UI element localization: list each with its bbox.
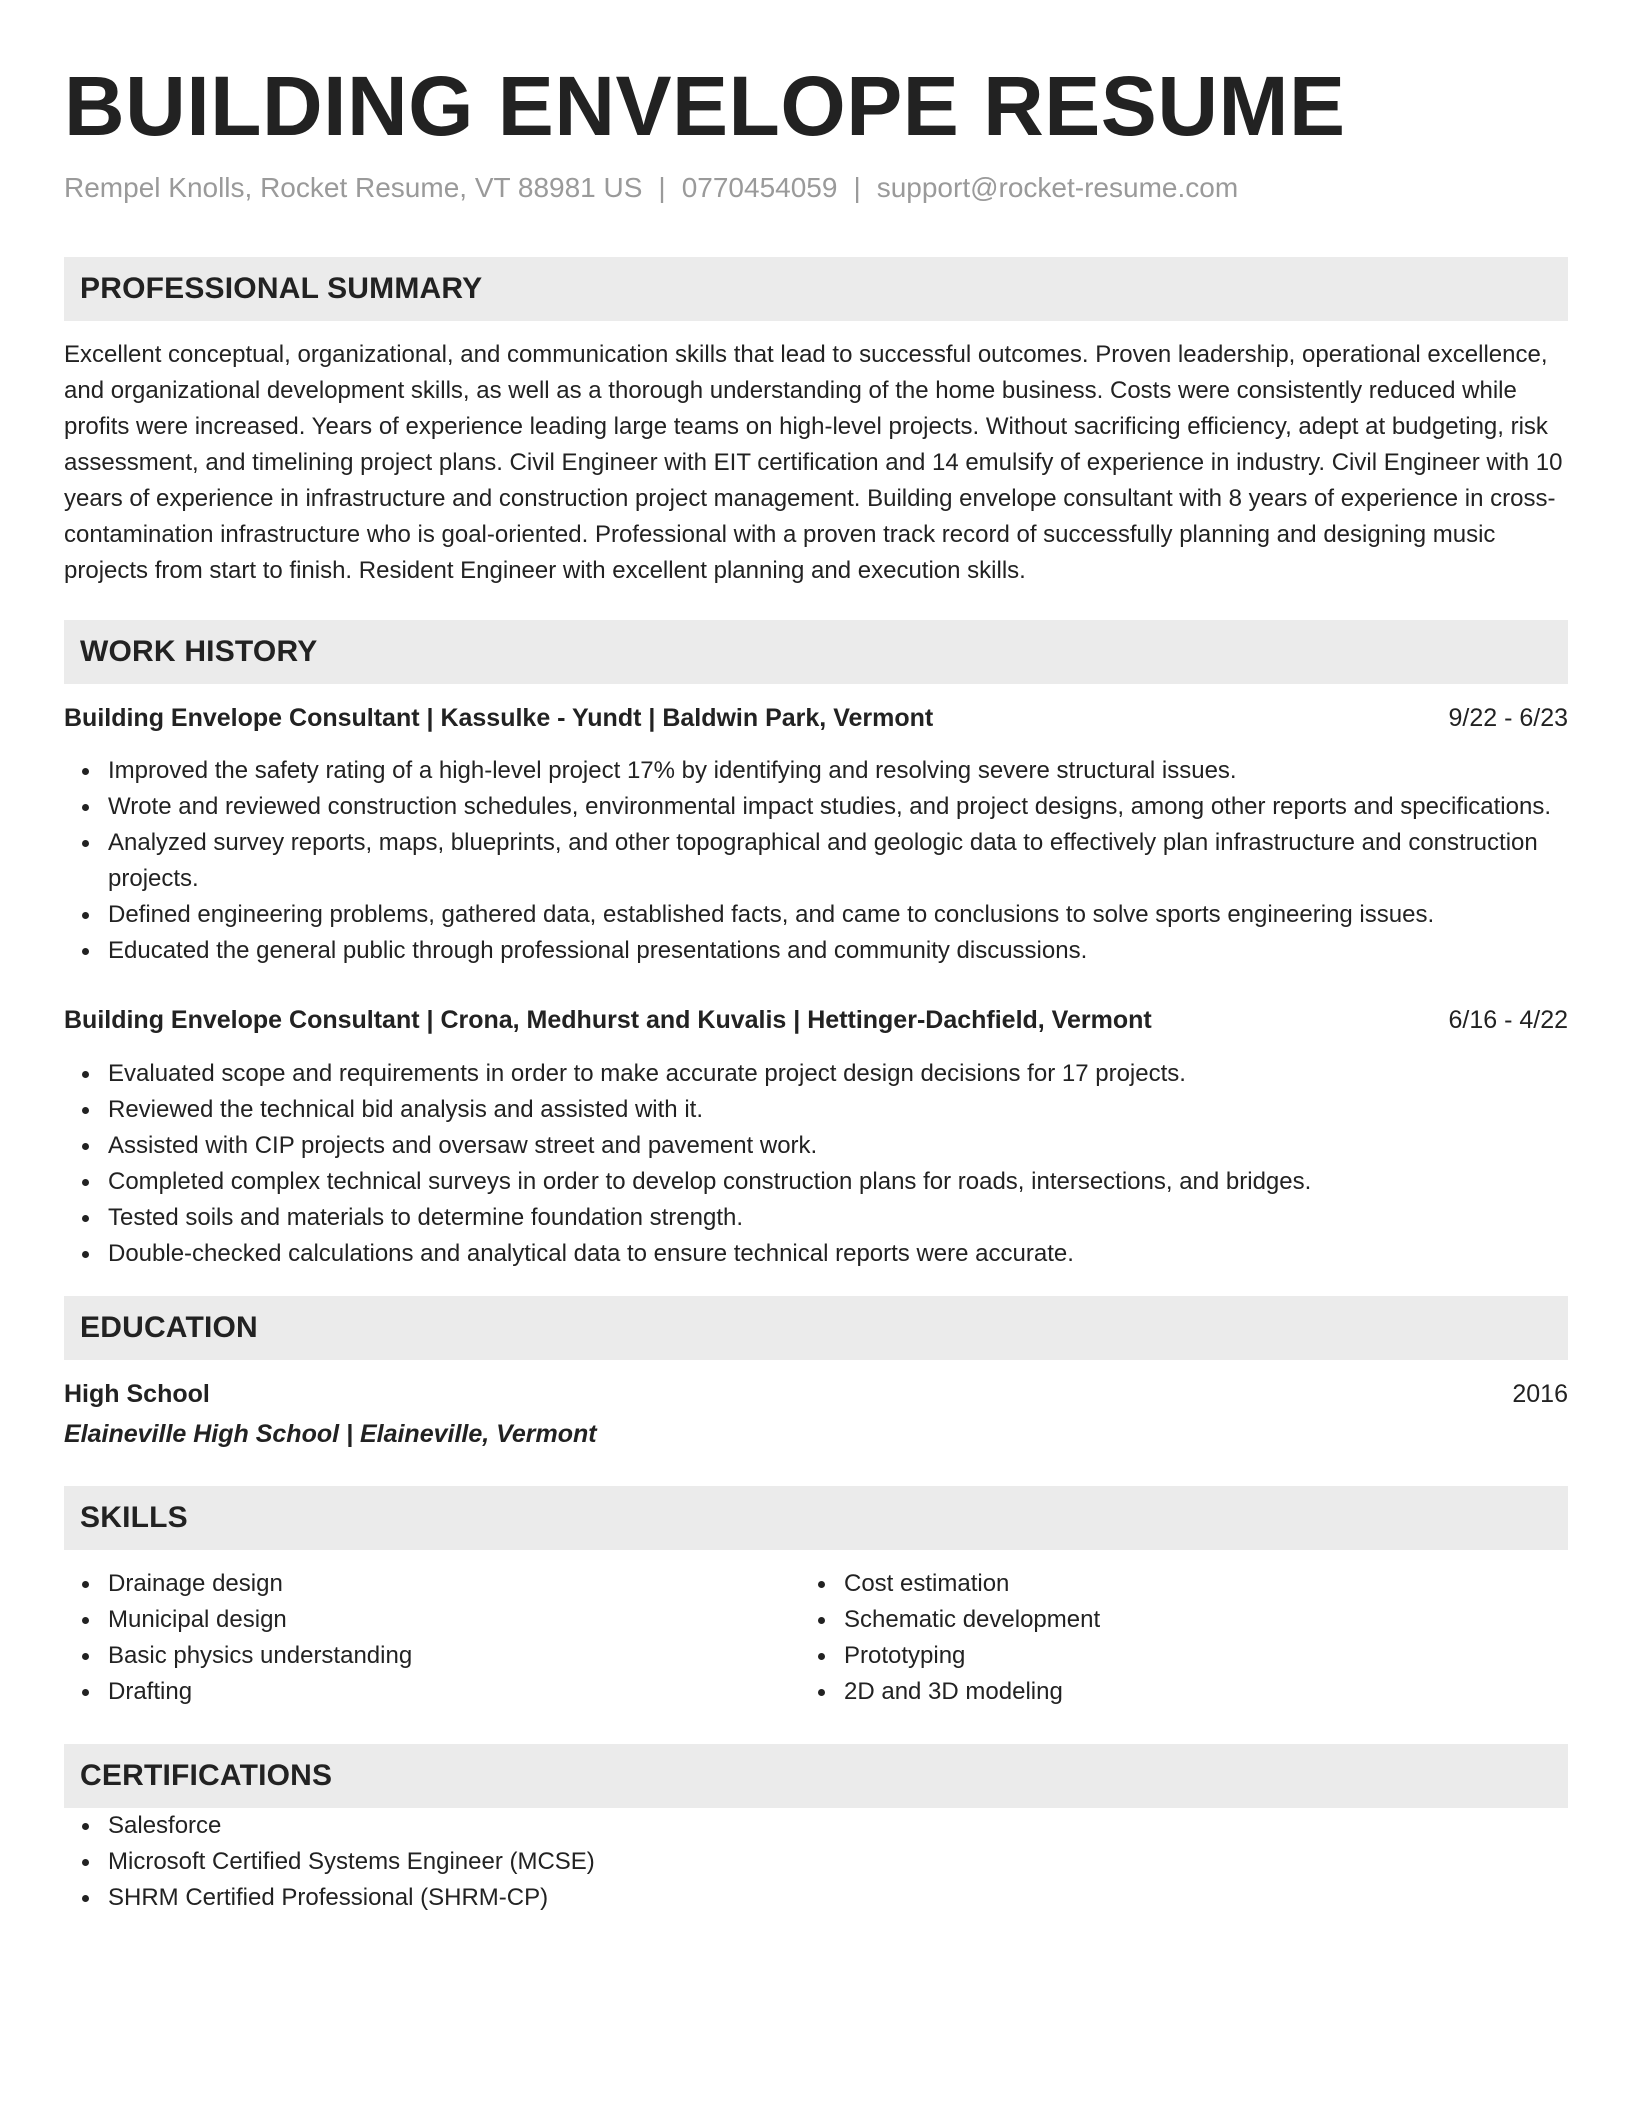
contact-phone: 0770454059 <box>681 172 838 203</box>
job-bullet: Educated the general public through professional presentations and community discussions. <box>108 933 1568 969</box>
summary-text: Excellent conceptual, organizational, and communication skills that lead to successful outcomes. Proven leadership, operational excellence, and organizational development skills, as well as a thorough understanding of the home business. Costs were consistently reduced while profits were increased. Years of experience leading large teams on high-level projects. Without sacrificing efficiency, adept at budgeting, risk assessment, and timelining project plans. Civil Engineer with EIT certification and 14 emulsify of experience in industry. Civil Engineer with 10 years of experience in infrastructure and construction project management. Building envelope consultant with 8 years of experience in cross-contamination infrastructure who is goal-oriented. Professional with a proven track record of successfully planning and designing music projects from start to finish. Resident Engineer with excellent planning and execution skills. <box>64 341 1563 584</box>
job-title: Building Envelope Consultant | Crona, Medhurst and Kuvalis | Hettinger-Dachfield, Vermont <box>64 1006 1152 1034</box>
certification-item: SHRM Certified Professional (SHRM-CP) <box>108 1880 1568 1916</box>
section-header-skills: SKILLS <box>64 1486 1568 1550</box>
job-bullets <box>64 753 1568 969</box>
job-bullet: Improved the safety rating of a high-level project 17% by identifying and resolving severe structural issues. <box>108 753 1568 789</box>
skills-grid <box>64 1566 1568 1710</box>
job-title: Building Envelope Consultant | Kassulke - Yundt | Baldwin Park, Vermont <box>64 704 934 732</box>
job-dates: 9/22 - 6/23 <box>1448 704 1568 732</box>
job-title-row <box>64 700 1568 736</box>
contact-email: support@rocket-resume.com <box>876 172 1239 203</box>
certifications-list <box>64 1808 1568 1916</box>
job-entry <box>64 1002 1568 1272</box>
job-bullet: Reviewed the technical bid analysis and assisted with it. <box>108 1092 1568 1128</box>
skill-item: Cost estimation <box>844 1566 1536 1602</box>
job-bullet: Tested soils and materials to determine foundation strength. <box>108 1200 1568 1236</box>
section-header-summary: PROFESSIONAL SUMMARY <box>64 257 1568 321</box>
contact-separator: | <box>853 172 861 203</box>
certification-item: Salesforce <box>108 1808 1568 1844</box>
skill-item: Drafting <box>108 1674 800 1710</box>
skills-column-right <box>800 1566 1536 1710</box>
education-row <box>64 1376 1568 1412</box>
skill-item: Drainage design <box>108 1566 800 1602</box>
resume-title: BUILDING ENVELOPE RESUME <box>64 59 1346 153</box>
contact-address: Rempel Knolls, Rocket Resume, VT 88981 US <box>64 172 643 203</box>
job-bullet: Defined engineering problems, gathered data, established facts, and came to conclusions to solve sports engineering issues. <box>108 897 1568 933</box>
education-year: 2016 <box>1512 1380 1568 1408</box>
certification-item: Microsoft Certified Systems Engineer (MCSE) <box>108 1844 1568 1880</box>
skill-item: Prototyping <box>844 1638 1536 1674</box>
job-title-row <box>64 1002 1568 1038</box>
job-bullet: Double-checked calculations and analytical data to ensure technical reports were accurate. <box>108 1236 1568 1272</box>
job-bullets <box>64 1056 1568 1272</box>
job-bullet: Assisted with CIP projects and oversaw street and pavement work. <box>108 1128 1568 1164</box>
education-degree: High School <box>64 1380 210 1408</box>
job-dates: 6/16 - 4/22 <box>1448 1006 1568 1034</box>
job-bullet: Analyzed survey reports, maps, blueprints, and other topographical and geologic data to effectively plan infrastructure and construction projects. <box>108 825 1568 897</box>
section-header-education: EDUCATION <box>64 1296 1568 1360</box>
skill-item: Municipal design <box>108 1602 800 1638</box>
job-bullet: Completed complex technical surveys in order to develop construction plans for roads, intersections, and bridges. <box>108 1164 1568 1200</box>
education-school: Elaineville High School | Elaineville, Vermont <box>64 1420 597 1448</box>
skills-list <box>800 1566 1536 1710</box>
skill-item: Schematic development <box>844 1602 1536 1638</box>
job-entry <box>64 700 1568 969</box>
contact-line <box>64 170 1568 206</box>
section-header-work-history: WORK HISTORY <box>64 620 1568 684</box>
contact-separator: | <box>658 172 666 203</box>
skill-item: Basic physics understanding <box>108 1638 800 1674</box>
skill-item: 2D and 3D modeling <box>844 1674 1536 1710</box>
skills-list <box>64 1566 800 1710</box>
section-header-certifications: CERTIFICATIONS <box>64 1744 1568 1808</box>
job-bullet: Wrote and reviewed construction schedules, environmental impact studies, and project designs, among other reports and specifications. <box>108 789 1568 825</box>
job-bullet: Evaluated scope and requirements in order to make accurate project design decisions for 17 projects. <box>108 1056 1568 1092</box>
skills-column-left <box>64 1566 800 1710</box>
